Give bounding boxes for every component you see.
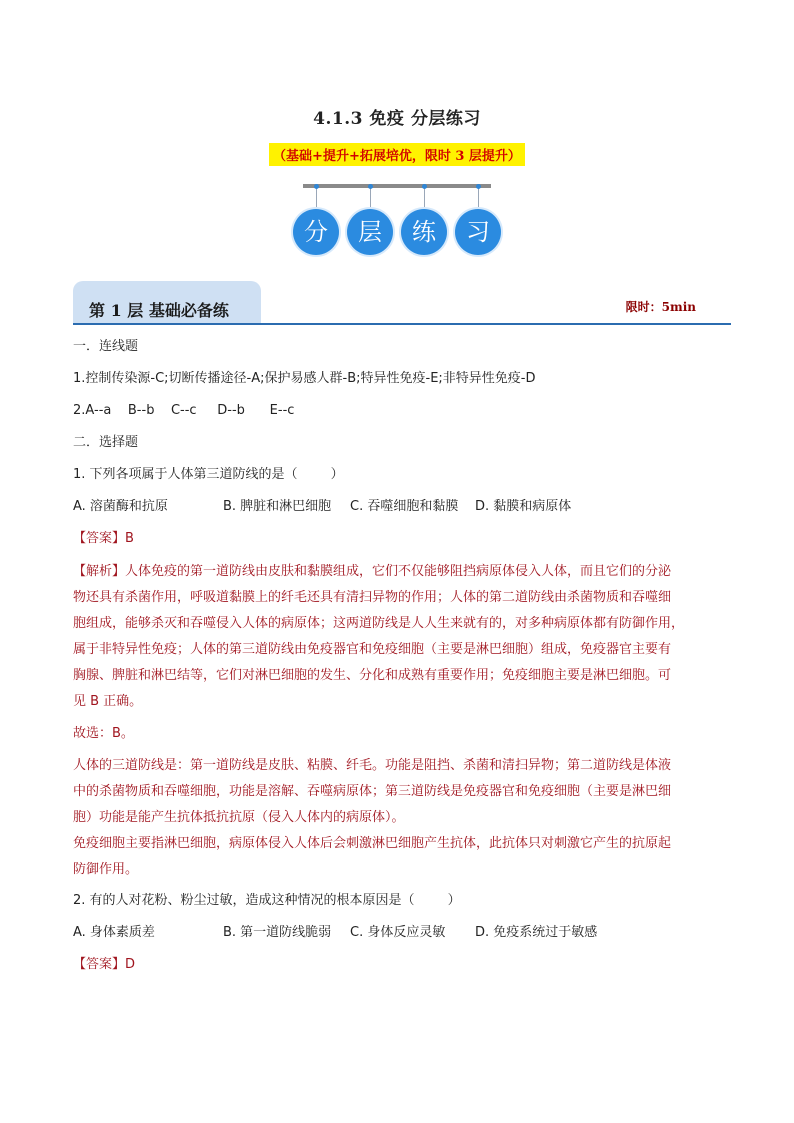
note-line: 中的杀菌物质和吞噬细胞，功能是溶解、吞噬病原体；第三道防线是免疫器官和免疫细胞（主要是淋巴细: [73, 784, 672, 799]
analysis-tag: 【解析】: [73, 564, 126, 579]
question-stem: 2. 有的人对花粉、粉尘过敏，造成这种情况的根本原因是（ ）: [73, 893, 461, 908]
question-stem: 1. 下列各项属于人体第三道防线的是（ ）: [73, 467, 344, 482]
answer-line: [73, 953, 733, 977]
choose-line: 故选：B。: [73, 726, 134, 741]
answer-line: [73, 527, 733, 551]
analysis-line: 胞组成，能够杀灭和吞噬侵入人体的病原体；这两道防线是人人生来就有的，对多种病原体都有防御作用，: [73, 616, 685, 631]
answer-tag: 【答案】: [73, 531, 126, 546]
level-title: 第 1 层 基础必备练: [89, 301, 229, 320]
option-b: B. 第一道防线脆弱: [223, 925, 332, 940]
badge-pin: [314, 184, 319, 189]
question-options: [73, 495, 733, 519]
note-line: 防御作用。: [73, 862, 139, 877]
answer-value: B: [125, 531, 134, 546]
analysis-line: 物还具有杀菌作用，呼吸道黏膜上的纤毛还具有清扫异物的作用；人体的第二道防线由杀菌物质和吞噬细: [73, 590, 672, 605]
matching-answer-2: 2.A--a B--b C--c D--b E--c: [73, 403, 295, 418]
page-title: 4.1.3 免疫 分层练习: [313, 109, 481, 129]
option-d: D. 黏膜和病原体: [475, 499, 572, 514]
option-d: D. 免疫系统过于敏感: [475, 925, 598, 940]
analysis-block: [73, 559, 733, 883]
level-divider: [73, 323, 731, 325]
option-b: B. 脾脏和淋巴细胞: [223, 499, 332, 514]
badge-pin: [422, 184, 427, 189]
option-c: C. 吞噬细胞和黏膜: [350, 499, 459, 514]
option-c: C. 身体反应灵敏: [350, 925, 446, 940]
badge-hook: [478, 186, 479, 210]
analysis-line: 属于非特异性免疫；人体的第三道防线由免疫器官和免疫细胞（主要是淋巴细胞）组成，免疫器官主要有: [73, 642, 672, 657]
matching-answer-1: 1.控制传染源-C;切断传播途径-A;保护易感人群-B;特异性免疫-E;非特异性免疫-D: [73, 371, 536, 386]
content-body: [73, 335, 733, 977]
question-options: [73, 921, 733, 945]
section-heading: 二．选择题: [73, 435, 139, 450]
level-time-limit: 限时：5min: [625, 300, 696, 314]
badge-circle-ceng: 层: [347, 209, 393, 255]
badge-circle-xi: 习: [455, 209, 501, 255]
analysis-line: [73, 559, 733, 585]
note-line: 免疫细胞主要指淋巴细胞，病原体侵入人体后会刺激淋巴细胞产生抗体，此抗体只对刺激它产生的抗原起: [73, 836, 672, 851]
badge-hook: [370, 186, 371, 210]
badge-pin: [368, 184, 373, 189]
badge-pin: [476, 184, 481, 189]
note-line: 人体的三道防线是：第一道防线是皮肤、粘膜、纤毛。功能是阻挡、杀菌和清扫异物；第二道防线是体液: [73, 758, 672, 773]
analysis-line: 胸腺、脾脏和淋巴结等，它们对淋巴细胞的发生、分化和成熟有重要作用；免疫细胞主要是淋巴细胞。可: [73, 668, 672, 683]
note-line: 胞）功能是能产生抗体抵抗抗原（侵入人体内的病原体）。: [73, 810, 405, 825]
subtitle-highlight: （基础+提升+拓展培优，限时 3 层提升）: [269, 143, 525, 166]
section-heading: 一．连线题: [73, 339, 139, 354]
badge-hook: [316, 186, 317, 210]
badge-hook: [424, 186, 425, 210]
badge-hanger-bar: [303, 184, 491, 188]
option-a: A. 溶菌酶和抗原: [73, 499, 168, 514]
badge-circle-lian: 练: [401, 209, 447, 255]
analysis-text: 人体免疫的第一道防线由皮肤和黏膜组成，它们不仅能够阻挡病原体侵入人体，而且它们的分泌: [125, 564, 672, 579]
answer-value: D: [125, 957, 136, 972]
badge-circle-fen: 分: [293, 209, 339, 255]
analysis-line: 见 B 正确。: [73, 694, 143, 709]
answer-tag: 【答案】: [73, 957, 126, 972]
subtitle-wrap: [0, 143, 794, 166]
option-a: A. 身体素质差: [73, 925, 155, 940]
